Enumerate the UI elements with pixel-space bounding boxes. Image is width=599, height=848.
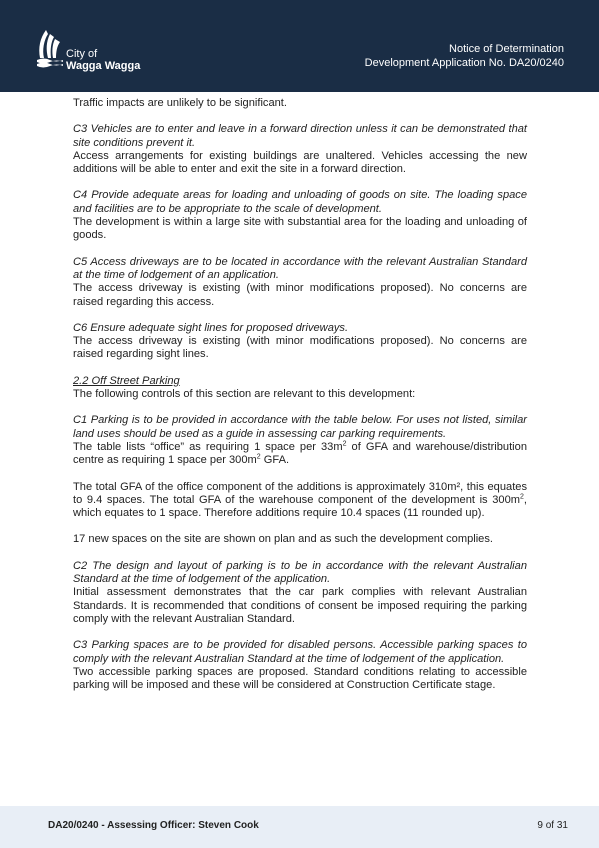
notice-title: Notice of Determination <box>449 43 564 55</box>
control-c1-parking-heading: C1 Parking is to be provided in accordance with the table below. For uses not listed, similar land uses should be used as a guide in assessing car parking requirements. <box>73 414 527 440</box>
application-number: Development Application No. DA20/0240 <box>364 57 564 69</box>
superscript-2: 2 <box>520 493 524 501</box>
superscript-2: 2 <box>256 453 261 461</box>
wagga-wagga-logo-icon <box>36 28 64 68</box>
gfa-text-part-b: , which equates to 1 space. Therefore additions require 10.4 spaces (11 rounded up). <box>73 493 527 520</box>
control-c4-loading-heading: C4 Provide adequate areas for loading and unloading of goods on site. The loading space and facilities are to be appropriate to the scale of development. <box>73 189 527 215</box>
section-heading-off-street-parking: 2.2 Off Street Parking <box>73 374 180 387</box>
page-footer <box>0 806 599 848</box>
superscript-2: 2 <box>342 440 347 448</box>
page-header <box>0 0 599 92</box>
traffic-impacts-text: Traffic impacts are unlikely to be significant. <box>73 97 287 109</box>
document-body <box>73 97 527 692</box>
control-c3-disabled-response: Two accessible parking spaces are proposed. Standard conditions relating to accessible parking will be imposed and these will be considered at Construction Certificate stage. <box>73 665 527 692</box>
spaces-compliance-text: 17 new spaces on the site are shown on plan and as such the development complies. <box>73 533 493 546</box>
section-intro: The following controls of this section are relevant to this development: <box>73 388 416 401</box>
document-title <box>365 42 564 70</box>
control-c6-sightlines-response: The access driveway is existing (with minor modifications proposed). No concerns are raised regarding sight lines. <box>73 335 527 361</box>
logo-line-2: Wagga Wagga <box>66 60 141 72</box>
logo-wordmark <box>66 48 140 72</box>
control-c5-driveways-response: The access driveway is existing (with minor modifications proposed). No concerns are raised regarding this access. <box>73 282 527 308</box>
c1-text-part-a: The table lists “office” as requiring 1 space per 33m <box>73 440 343 453</box>
control-c2-design-response: Initial assessment demonstrates that the car park complies with relevant Australian Standards. It is recommended that conditions of consent be imposed requiring the parking comply with the relevant Australian Standard. <box>73 586 527 625</box>
assessing-officer-label: DA20/0240 - Assessing Officer: Steven Cook <box>48 820 259 831</box>
council-logo <box>36 26 156 76</box>
c1-text-part-c: GFA. <box>260 454 290 467</box>
control-c2-design-heading: C2 The design and layout of parking is to be in accordance with the relevant Australian Standard at the time of lodgement of the application. <box>73 559 527 586</box>
logo-line-1: City of <box>66 48 98 60</box>
gfa-text-part-a: The total GFA of the office component of the additions is approximately 310m², this equates to 9.4 spaces. The total GFA of the warehouse component of the development is 300m <box>73 480 527 506</box>
control-c3-disabled-heading: C3 Parking spaces are to be provided for disabled persons. Accessible parking spaces to comply with the relevant Australian Standard at the time of lodgement of the application. <box>73 639 527 665</box>
control-c3-vehicles-heading: C3 Vehicles are to enter and leave in a forward direction unless it can be demonstrated that site conditions prevent it. <box>73 123 527 149</box>
c1-text-part-b: of GFA and warehouse/distribution centre as requiring 1 space per 300m <box>73 440 527 467</box>
control-c1-parking-response <box>73 441 527 468</box>
page-number: 9 of 31 <box>537 820 568 831</box>
control-c3-vehicles-response: Access arrangements for existing buildings are unaltered. Vehicles accessing the new additions will be able to enter and exit the site in a forward direction. <box>73 149 527 176</box>
gfa-calculation-text <box>73 481 527 521</box>
control-c4-loading-response: The development is within a large site with substantial area for the loading and unloading of goods. <box>73 216 527 242</box>
control-c6-sightlines-heading: C6 Ensure adequate sight lines for proposed driveways. <box>73 321 349 334</box>
control-c5-driveways-heading: C5 Access driveways are to be located in accordance with the relevant Australian Standard at the time of lodgement of an application. <box>73 255 527 281</box>
